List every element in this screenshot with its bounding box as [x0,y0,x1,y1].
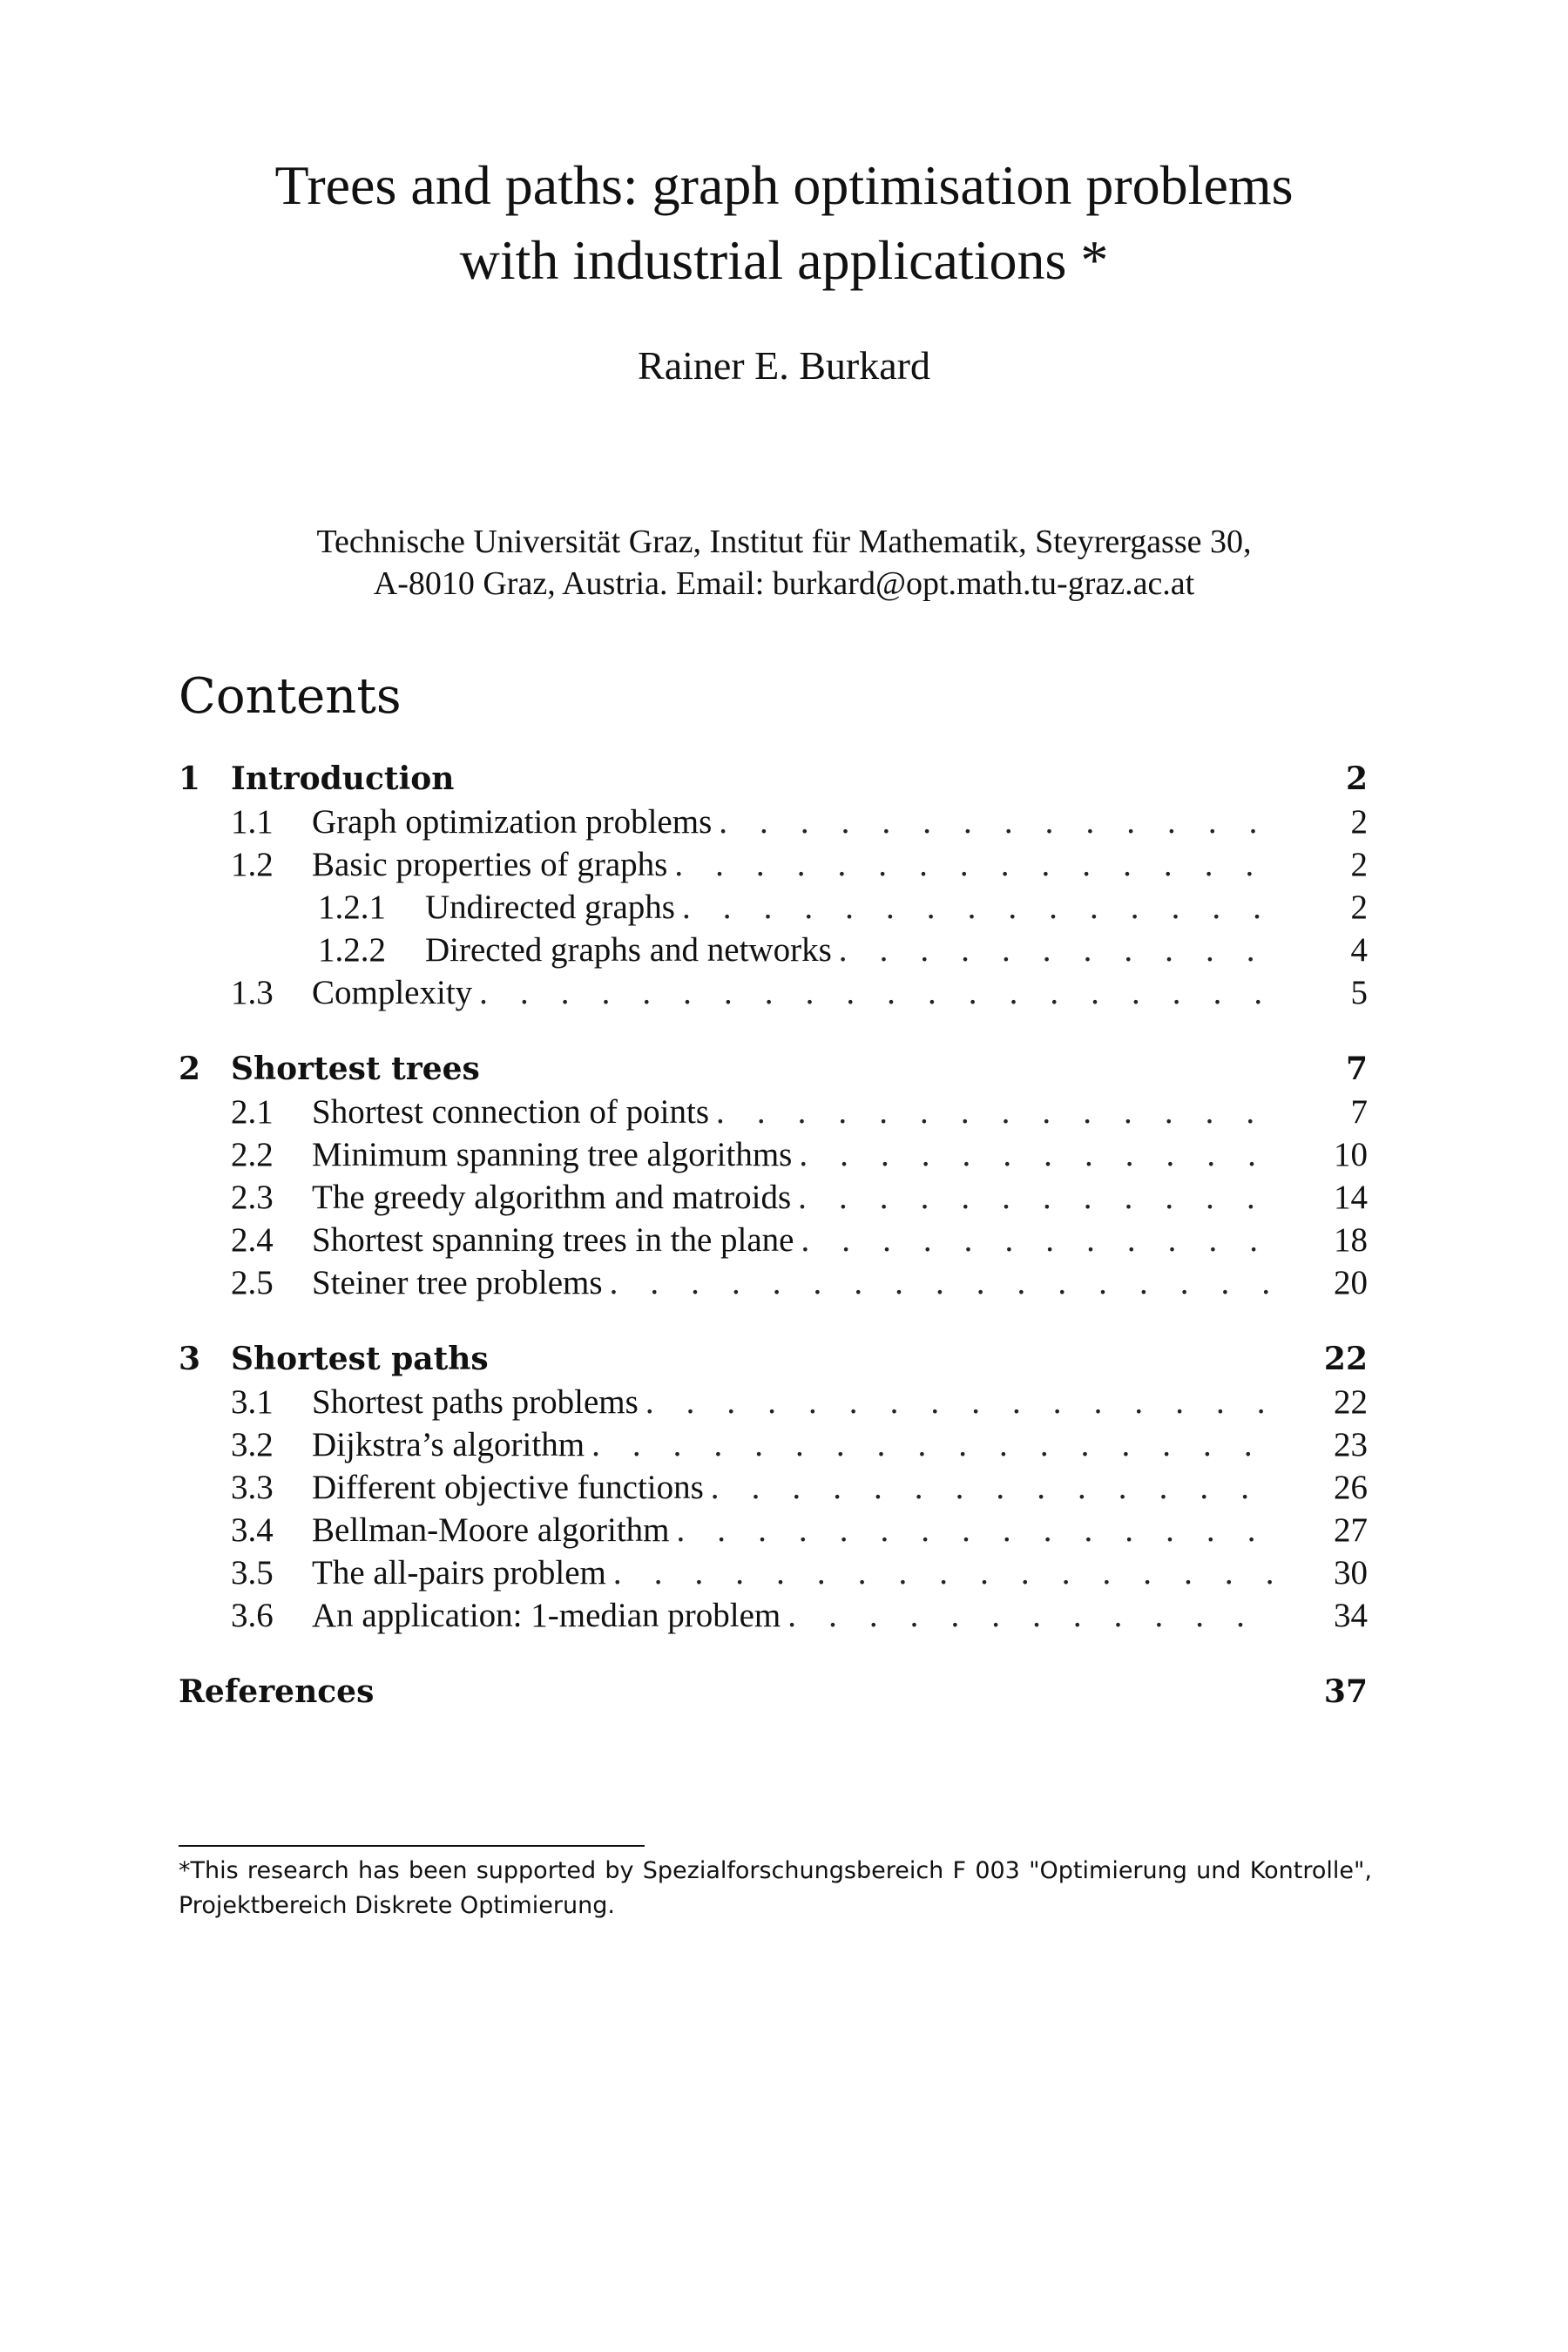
toc-entry-subsubsection [179,886,1368,929]
toc-entry-subsection [179,1176,1368,1219]
toc-entry-page: 37 [1323,1673,1368,1710]
toc-entry-subsection [179,1423,1368,1466]
toc-entry-references [179,1671,1368,1713]
toc-entry-label: Basic properties of graphs [312,843,674,886]
dot-leader [799,1133,1272,1176]
toc-entry-number: 1.2 [231,846,274,883]
dot-leader [674,843,1272,886]
author-name: Rainer E. Burkard [638,343,930,388]
dot-leader [719,801,1272,843]
dot-leader [613,1551,1272,1594]
toc-entry-page: 7 [1350,1093,1368,1131]
toc-entry-section [179,758,1368,801]
affiliation-line-2: A-8010 Graz, Austria. Email: burkard@opt.math.tu-graz.ac.at [373,565,1195,602]
toc-entry-subsection [179,1509,1368,1551]
toc-entry-page: 27 [1334,1511,1368,1549]
toc-entry-page: 26 [1334,1469,1368,1506]
toc-entry-subsection [179,971,1368,1014]
dot-leader [591,1423,1272,1466]
dot-leader [716,1091,1272,1133]
toc-entry-page: 5 [1350,974,1368,1011]
toc-entry-number: 1.3 [231,974,274,1011]
toc-entry-number: 1 [179,760,201,797]
toc-entry-page: 20 [1334,1264,1368,1301]
toc-entry-label: Shortest spanning trees in the plane [312,1219,801,1261]
toc-entry-subsubsection [179,929,1368,971]
dot-leader [711,1466,1272,1509]
footnote: *This research has been supported by Spezialforschungsbereich F 003 "Optimierung und Kontrolle", Projektbereich Diskrete Optimierung. [179,1857,1372,1919]
toc-entry-label: Directed graphs and networks [425,929,839,971]
toc-entry-number: 2.4 [231,1221,274,1259]
toc-entry-page: 2 [1350,889,1368,926]
toc-entry-subsection [179,801,1368,843]
toc-entry-page: 10 [1334,1136,1368,1173]
dot-leader [801,1219,1272,1261]
toc-entry-section [179,1338,1368,1381]
table-of-contents [179,758,1368,1713]
toc-entry-number: 2 [179,1051,201,1087]
toc-entry-label: An application: 1-median problem [312,1594,787,1637]
toc-entry-subsection [179,1133,1368,1176]
toc-entry-page: 2 [1350,846,1368,883]
toc-entry-label: Shortest paths [231,1338,496,1381]
toc-entry-number: 3.3 [231,1469,274,1506]
toc-entry-page: 2 [1345,760,1368,797]
toc-entry-page: 2 [1350,803,1368,841]
toc-entry-label: References [179,1671,381,1713]
toc-entry-label: Shortest trees [231,1048,487,1091]
toc-entry-label: Steiner tree problems [312,1261,610,1304]
toc-entry-page: 4 [1350,931,1368,969]
toc-entry-number: 2.1 [231,1093,274,1131]
toc-entry-label: Dijkstra’s algorithm [312,1423,591,1466]
dot-leader [839,929,1272,971]
toc-entry-number: 3.2 [231,1426,274,1463]
dot-leader [610,1261,1272,1304]
dot-leader [677,1509,1273,1551]
toc-entry-subsection [179,1091,1368,1133]
toc-entry-number: 1.1 [231,803,274,841]
dot-leader [645,1381,1272,1423]
affiliation-line-1: Technische Universität Graz, Institut für Mathematik, Steyrergasse 30, [316,524,1252,560]
toc-entry-label: Shortest connection of points [312,1091,716,1133]
toc-entry-label: Shortest paths problems [312,1381,645,1423]
toc-entry-page: 34 [1334,1597,1368,1634]
toc-entry-number: 3.4 [231,1511,274,1549]
toc-entry-label: Minimum spanning tree algorithms [312,1133,799,1176]
toc-entry-page: 14 [1334,1179,1368,1216]
toc-entry-label: Graph optimization problems [312,801,719,843]
toc-entry-subsection [179,1219,1368,1261]
toc-entry-subsection [179,1594,1368,1637]
paper-title-line-1: Trees and paths: graph optimisation problems [274,154,1294,216]
paper-title-line-2: with industrial applications * [459,229,1109,291]
toc-entry-number: 3.1 [231,1383,274,1421]
toc-entry-label: Undirected graphs [425,886,682,929]
contents-heading: Contents [179,668,402,725]
toc-entry-label: Introduction [231,758,461,801]
toc-entry-subsection [179,1551,1368,1594]
toc-entry-subsection [179,1466,1368,1509]
toc-entry-subsection [179,843,1368,886]
toc-entry-subsection [179,1381,1368,1423]
toc-entry-label: The all-pairs problem [312,1551,613,1594]
toc-entry-page: 18 [1334,1221,1368,1259]
toc-entry-label: The greedy algorithm and matroids [312,1176,798,1219]
toc-entry-page: 23 [1334,1426,1368,1463]
toc-entry-page: 22 [1334,1383,1368,1421]
toc-entry-label: Bellman-Moore algorithm [312,1509,677,1551]
toc-entry-subsection [179,1261,1368,1304]
toc-entry-page: 7 [1345,1051,1368,1087]
toc-entry-number: 1.2.2 [318,931,386,969]
toc-entry-number: 3 [179,1341,201,1377]
dot-leader [798,1176,1272,1219]
toc-entry-label: Complexity [312,971,479,1014]
toc-entry-number: 2.3 [231,1179,274,1216]
toc-entry-page: 30 [1334,1554,1368,1592]
toc-entry-section [179,1048,1368,1091]
toc-entry-number: 3.5 [231,1554,274,1592]
toc-entry-number: 2.5 [231,1264,274,1301]
toc-entry-number: 3.6 [231,1597,274,1634]
toc-entry-number: 1.2.1 [318,889,386,926]
toc-entry-label: Different objective functions [312,1466,711,1509]
dot-leader [787,1594,1272,1637]
dot-leader [682,886,1272,929]
toc-entry-page: 22 [1323,1341,1368,1377]
toc-entry-number: 2.2 [231,1136,274,1173]
dot-leader [479,971,1272,1014]
footnote-divider [179,1845,645,1847]
